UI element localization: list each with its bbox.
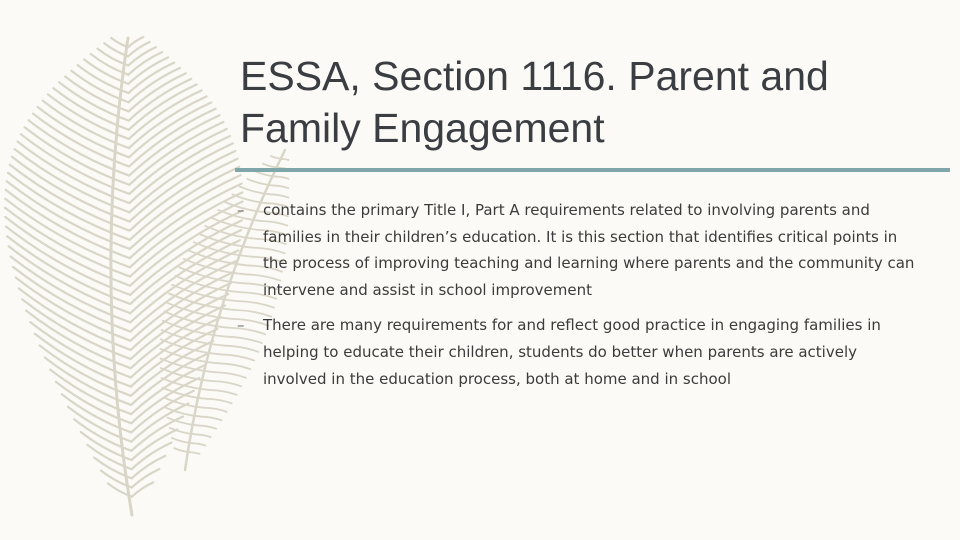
bullet-item: [237, 197, 917, 303]
dash-marker: –: [237, 316, 245, 335]
bullet-text: contains the primary Title I, Part A requirements related to involving parents and families in their children’s education. It is this section that identifies critical points in the process of improving teaching and learning where parents and the community can intervene and assist in school improvement: [263, 201, 915, 299]
slide-title: ESSA, Section 1116. Parent and Family Engagement: [240, 53, 829, 151]
title-divider: [235, 168, 950, 172]
dash-marker: –: [237, 201, 245, 219]
bullet-text: There are many requirements for and reflect good practice in engaging families in helping to educate their children, students do better when parents are actively involved in the education process, both at home and in school: [263, 316, 881, 388]
bullet-item: [237, 312, 917, 392]
bullet-list: [237, 197, 917, 401]
